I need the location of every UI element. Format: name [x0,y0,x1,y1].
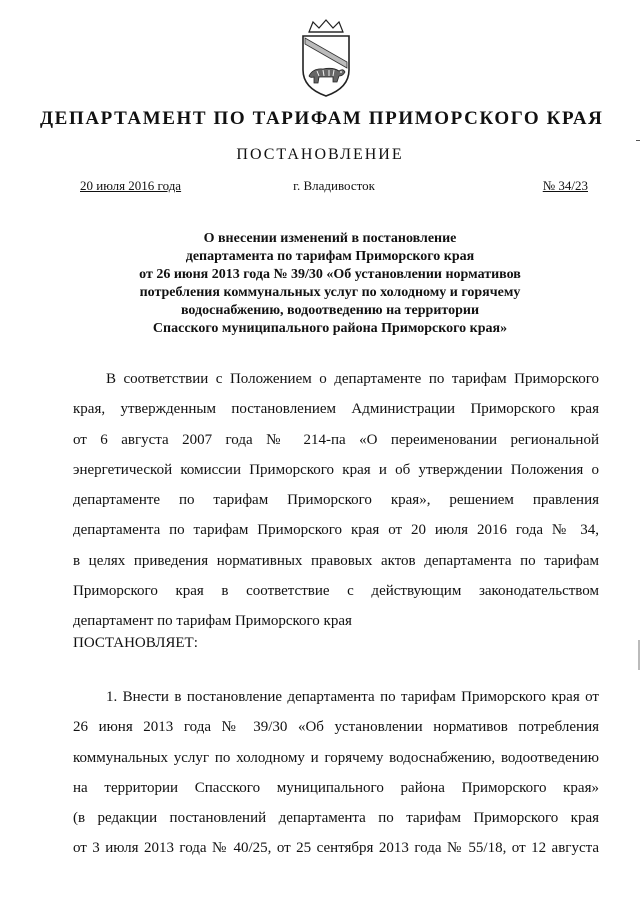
paragraph-line: от 6 августа 2007 года № 214-па «О переименовании региональной [73,431,599,448]
paragraph-line: 1. Внести в постановление департамента по тарифам Приморского края от [106,689,599,705]
paragraph-line: В соответствии с Положением о департаменте по тарифам Приморского [106,371,599,387]
resolves-heading: ПОСТАНОВЛЯЕТ: [73,635,198,651]
document-number: № 34/23 [542,178,588,193]
paragraph-line: края, утвержденным постановлением Администрации Приморского края [73,401,599,418]
paragraph-line: на территории Спасского муниципального района Приморского края» [73,779,599,796]
document-date: 20 июля 2016 года [80,178,182,193]
paragraph-line: от 3 июля 2013 года № 40/25, от 25 сентября 2013 года № 55/18, от 12 августа [73,840,599,857]
subject-line: от 26 июня 2013 года № 39/30 «Об установлении нормативов [139,267,521,282]
scan-margin-mark [636,140,640,141]
paragraph-line: (в редакции постановлений департамента по тарифам Приморского края [73,810,599,827]
paragraph-line: департамент по тарифам Приморского края [73,613,352,630]
paragraph-line: коммунальных услуг по холодному и горячему водоснабжению, водоотведению [73,749,599,766]
subject-line: О внесении изменений в постановление [203,231,457,246]
document-type: ПОСТАНОВЛЕНИЕ [236,146,404,163]
paragraph-line: департаменте по тарифам Приморского края», решением правления [73,492,599,509]
subject-line: департамента по тарифам Приморского края [185,249,475,264]
paragraph-line: 26 июня 2013 года № 39/30 «Об установлении нормативов потребления [73,719,599,736]
subject-line: водоснабжению, водоотведению на территории [180,303,480,318]
department-title: ДЕПАРТАМЕНТ ПО ТАРИФАМ ПРИМОРСКОГО КРАЯ [40,108,604,129]
paragraph-line: Приморского края в соответствие с действующим законодательством [73,583,599,600]
paragraph-line: департамента по тарифам Приморского края от 20 июля 2016 года № 34, [73,522,599,539]
paragraph-line: энергетической комиссии Приморского края и об утверждении Положения о [73,461,599,478]
coat-of-arms-icon [293,18,359,98]
document-city: г. Владивосток [293,178,375,193]
document-subject [100,230,560,338]
clause-1-paragraph [73,682,599,864]
document-meta [80,178,588,198]
subject-line: потребления коммунальных услуг по холодному и горячему [139,285,521,300]
preamble-paragraph [73,364,599,637]
paragraph-line: в целях приведения нормативных правовых актов департамента по тарифам [73,552,599,569]
subject-line: Спасского муниципального района Приморского края» [152,321,508,336]
